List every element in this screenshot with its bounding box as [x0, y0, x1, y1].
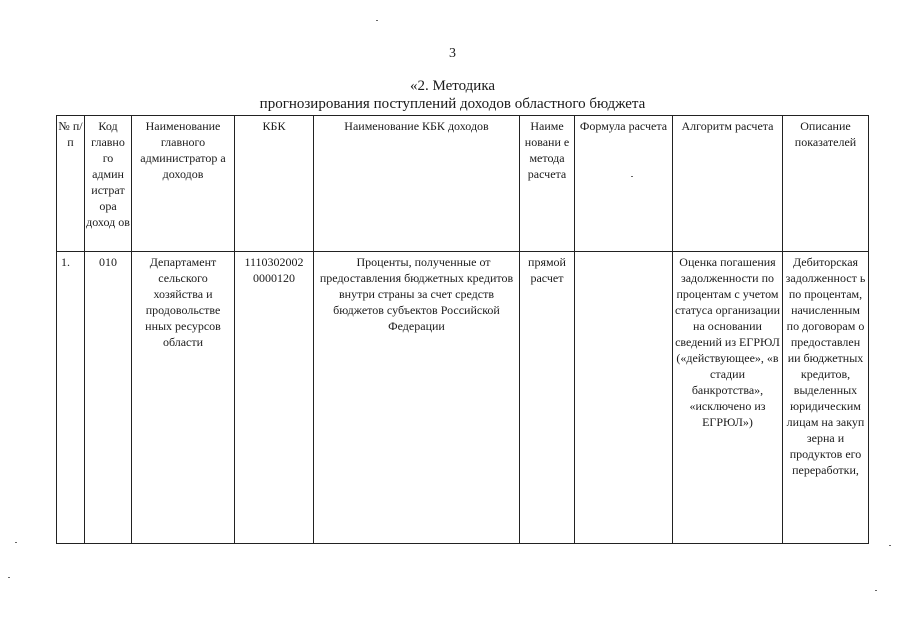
row-kbk-name: Проценты, полученные от предоставления бюджетных кредитов внутри страны за счет средств бюджетов субъектов Российской Федерации: [314, 252, 520, 544]
page-number: 3: [449, 46, 456, 61]
scan-speck: [8, 577, 10, 578]
row-method: прямой расчет: [520, 252, 575, 544]
row-number: 1.: [57, 252, 85, 544]
header-cell-number: № п/п: [57, 116, 85, 252]
row-algorithm: Оценка погашения задолженности по процентам с учетом статуса организации на основании сведений из ЕГРЮЛ («действующее», «в стадии банкротства», «исключено из ЕГРЮЛ»): [673, 252, 783, 544]
header-cell-description: Описание показателей: [783, 116, 869, 252]
table-row: [57, 252, 869, 544]
header-cell-method: Наиме новани е метода расчета: [520, 116, 575, 252]
header-cell-kbk-name: Наименование КБК доходов: [314, 116, 520, 252]
scan-speck: [631, 176, 633, 177]
header-cell-admin-code: Код главно го админ истрат ора доход ов: [85, 116, 132, 252]
scan-speck: [376, 20, 378, 21]
scan-speck: [15, 542, 17, 543]
row-description: Дебиторская задолженност ь по процентам, начисленным по договорам о предоставлен ии бюджетных кредитов, выделенных юридическим лицам на закуп зерна и продуктов его переработки,: [783, 252, 869, 544]
scan-speck: [875, 590, 877, 591]
header-cell-admin-name: Наименование главного администратор а доходов: [132, 116, 235, 252]
header-cell-algorithm: Алгоритм расчета: [673, 116, 783, 252]
section-title: «2. Методика: [409, 78, 496, 94]
header-cell-kbk: КБК: [235, 116, 314, 252]
row-kbk: 1110302002 0000120: [235, 252, 314, 544]
forecast-methodology-table: [56, 115, 869, 544]
header-cell-formula: Формула расчета: [575, 116, 673, 252]
row-formula: [575, 252, 673, 544]
section-subtitle: прогнозирования поступлений доходов областного бюджета: [259, 96, 646, 112]
row-admin-code: 010: [85, 252, 132, 544]
table-header-row: [57, 116, 869, 252]
scan-speck: [889, 545, 891, 546]
row-admin-name: Департамент сельского хозяйства и продовольстве нных ресурсов области: [132, 252, 235, 544]
